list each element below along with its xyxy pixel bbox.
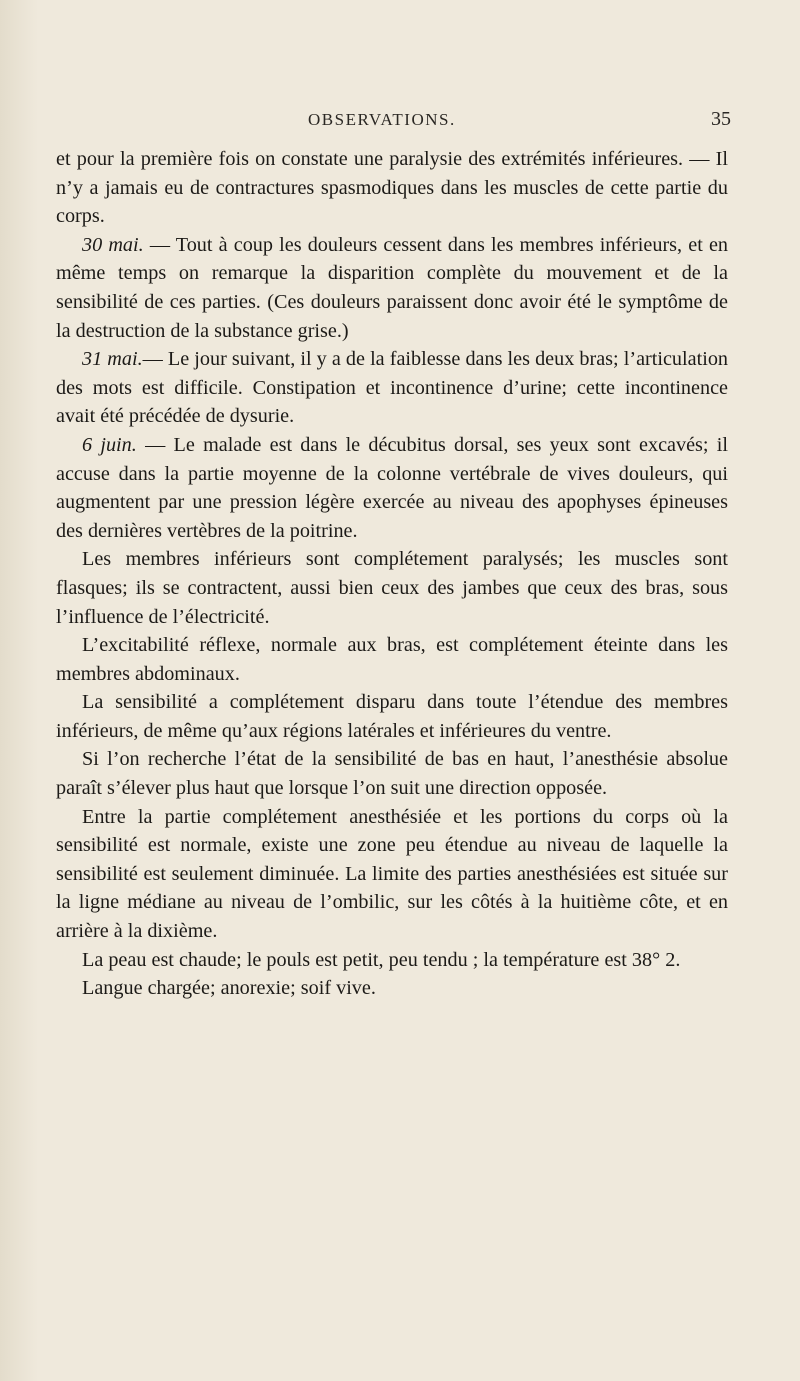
paragraph: Entre la partie complétement anesthésiée et les portions du corps où la sensibilité est normale, existe une zone peu étendue au niveau de laquelle la sensibilité est seulement diminuée. La limite des parties anesthésiées est située sur la ligne médiane au niveau de l’ombilic, sur les côtés à la huitième côte, et en arrière à la dixième. (56, 805, 728, 943)
date-heading: 6 juin. (82, 433, 137, 456)
paragraph: L’excitabilité réflexe, normale aux bras, est complétement éteinte dans les membres abdominaux. (56, 634, 728, 685)
date-heading: 31 mai. (82, 348, 143, 371)
page-edge-shadow (0, 0, 38, 1381)
paragraph: La sensibilité a complétement disparu dans toute l’étendue des membres inférieurs, de même qu’aux régions latérales et inférieures du ventre. (56, 691, 728, 742)
paragraph: et pour la première fois on constate une paralysie des extrémités inférieures. — Il n’y a jamais eu de contractures spasmodiques dans les muscles de cette partie du corps. (56, 148, 728, 228)
paragraph: Langue chargée; anorexie; soif vive. (82, 977, 376, 1000)
paragraph: 31 mai.— Le jour suivant, il y a de la faiblesse dans les deux bras; l’articulation des mots est difficile. Constipation et incontinence d’urine; cette incontinence avait été précédée de dysurie. (56, 348, 729, 428)
body-text (56, 145, 728, 1003)
page-number: 35 (711, 108, 731, 130)
paragraph: 30 mai. — Tout à coup les douleurs cessent dans les membres inférieurs, et en même temps on remarque la disparition complète du mouvement et de la sensibilité de ces parties. (Ces douleurs paraissent donc avoir été le symptôme de la destruction de la substance grise.) (56, 233, 729, 342)
running-head (0, 110, 800, 140)
paragraph: 6 juin. — Le malade est dans le décubitus dorsal, ses yeux sont excavés; il accuse dans la partie moyenne de la colonne vertébrale de vives douleurs, qui augmentent par une pression légère exercée au niveau des apophyses épineuses des dernières vertèbres de la poitrine. (56, 433, 728, 542)
paragraph: Si l’on recherche l’état de la sensibilité de bas en haut, l’anesthésie absolue paraît s’élever plus haut que lorsque l’on suit une direction opposée. (56, 748, 728, 800)
running-head-title: OBSERVATIONS. (308, 110, 456, 129)
date-heading: 30 mai. (82, 233, 144, 256)
paragraph: Les membres inférieurs sont complétement paralysés; les muscles sont flasques; ils se contractent, aussi bien ceux des jambes que ceux des bras, sous l’influence de l’électricité. (56, 548, 728, 628)
paragraph: La peau est chaude; le pouls est petit, peu tendu ; la température est 38° 2. (82, 948, 681, 971)
